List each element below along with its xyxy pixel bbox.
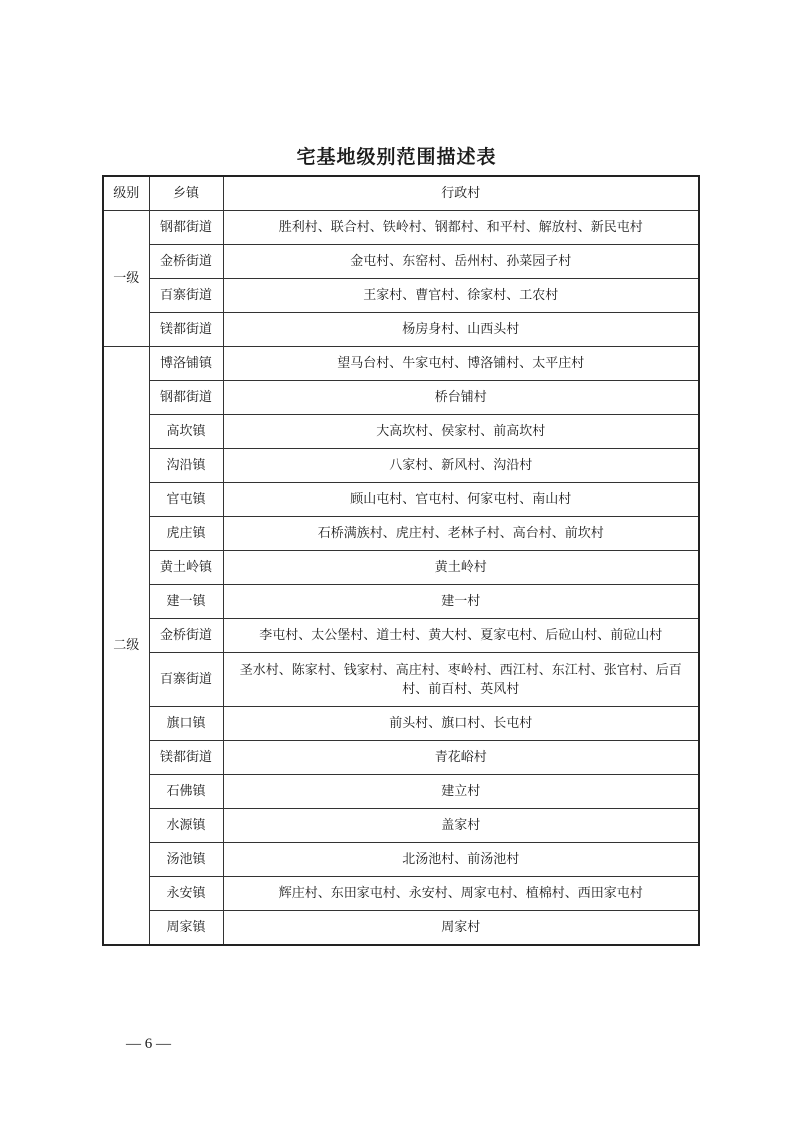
villages-cell: 盖家村: [223, 809, 699, 843]
table-row: [103, 911, 699, 946]
villages-cell: 李屯村、太公堡村、道士村、黄大村、夏家屯村、后砬山村、前砬山村: [223, 619, 699, 653]
town-cell: 百寨街道: [149, 279, 223, 313]
table-row: [103, 619, 699, 653]
table-row: [103, 707, 699, 741]
town-cell: 旗口镇: [149, 707, 223, 741]
table-row: [103, 279, 699, 313]
villages-cell: 杨房身村、山西头村: [223, 313, 699, 347]
villages-cell: 建一村: [223, 585, 699, 619]
page-number: — 6 —: [126, 1036, 171, 1052]
town-cell: 钢都街道: [149, 211, 223, 245]
table-row: [103, 877, 699, 911]
villages-cell: 周家村: [223, 911, 699, 946]
table-row: [103, 585, 699, 619]
villages-cell: 圣水村、陈家村、钱家村、高庄村、枣岭村、西江村、东江村、张官村、后百村、前百村、英风村: [223, 653, 699, 707]
town-cell: 永安镇: [149, 877, 223, 911]
header-level: 级别: [103, 176, 149, 211]
town-cell: 百寨街道: [149, 653, 223, 707]
table-row: [103, 551, 699, 585]
table-row: [103, 313, 699, 347]
table-row: [103, 415, 699, 449]
town-cell: 高坎镇: [149, 415, 223, 449]
table-row: [103, 483, 699, 517]
table-row: [103, 245, 699, 279]
town-cell: 金桥街道: [149, 619, 223, 653]
villages-cell: 桥台铺村: [223, 381, 699, 415]
town-cell: 镁都街道: [149, 741, 223, 775]
villages-cell: 青花峪村: [223, 741, 699, 775]
town-cell: 虎庄镇: [149, 517, 223, 551]
town-cell: 石佛镇: [149, 775, 223, 809]
table-row: [103, 809, 699, 843]
header-villages: 行政村: [223, 176, 699, 211]
town-cell: 周家镇: [149, 911, 223, 946]
town-cell: 黄土岭镇: [149, 551, 223, 585]
villages-cell: 辉庄村、东田家屯村、永安村、周家屯村、植棉村、西田家屯村: [223, 877, 699, 911]
table-row: [103, 381, 699, 415]
villages-cell: 大高坎村、侯家村、前高坎村: [223, 415, 699, 449]
town-cell: 博洛铺镇: [149, 347, 223, 381]
villages-cell: 石桥满族村、虎庄村、老林子村、高台村、前坎村: [223, 517, 699, 551]
table-row: [103, 347, 699, 381]
table-row: [103, 775, 699, 809]
town-cell: 钢都街道: [149, 381, 223, 415]
table-header-row: [103, 176, 699, 211]
town-cell: 镁都街道: [149, 313, 223, 347]
town-cell: 官屯镇: [149, 483, 223, 517]
table-row: [103, 211, 699, 245]
villages-cell: 王家村、曹官村、徐家村、工农村: [223, 279, 699, 313]
villages-cell: 八家村、新风村、沟沿村: [223, 449, 699, 483]
town-cell: 沟沿镇: [149, 449, 223, 483]
homestead-grade-table: [102, 175, 700, 946]
table-row: [103, 517, 699, 551]
villages-cell: 建立村: [223, 775, 699, 809]
table-row: [103, 653, 699, 707]
level-cell: 一级: [103, 211, 149, 347]
villages-cell: 黄土岭村: [223, 551, 699, 585]
header-town: 乡镇: [149, 176, 223, 211]
villages-cell: 胜利村、联合村、铁岭村、钢都村、和平村、解放村、新民屯村: [223, 211, 699, 245]
villages-cell: 北汤池村、前汤池村: [223, 843, 699, 877]
villages-cell: 前头村、旗口村、长屯村: [223, 707, 699, 741]
town-cell: 建一镇: [149, 585, 223, 619]
table-row: [103, 449, 699, 483]
villages-cell: 望马台村、牛家屯村、博洛铺村、太平庄村: [223, 347, 699, 381]
town-cell: 水源镇: [149, 809, 223, 843]
town-cell: 汤池镇: [149, 843, 223, 877]
level-cell: 二级: [103, 347, 149, 946]
villages-cell: 金屯村、东窑村、岳州村、孙菜园子村: [223, 245, 699, 279]
table-row: [103, 741, 699, 775]
villages-cell: 顾山屯村、官屯村、何家屯村、南山村: [223, 483, 699, 517]
town-cell: 金桥街道: [149, 245, 223, 279]
table-row: [103, 843, 699, 877]
document-title: 宅基地级别范围描述表: [296, 146, 497, 168]
